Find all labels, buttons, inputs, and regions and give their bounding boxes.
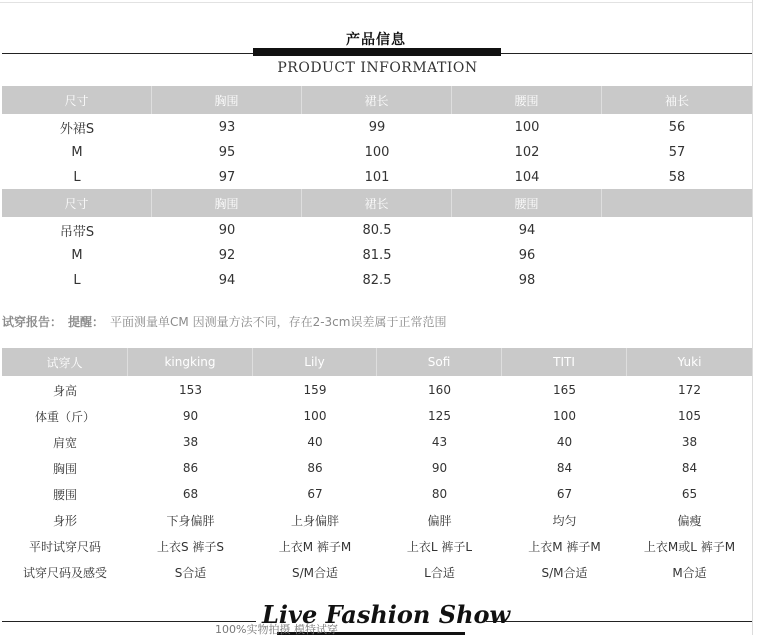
table-cell: 125 xyxy=(428,409,451,423)
table-cell: 67 xyxy=(556,487,573,501)
table-cell: 上衣M或L 裤子M xyxy=(643,539,736,554)
table-cell: 94 xyxy=(218,273,236,288)
table-row xyxy=(2,481,752,507)
footer-title: Live Fashion Show xyxy=(262,600,511,629)
table-row xyxy=(2,140,752,165)
table-cell: 105 xyxy=(678,409,701,423)
fitting-note xyxy=(2,313,446,330)
table-cell: 100 xyxy=(364,145,390,160)
footer-divider-left xyxy=(2,621,256,622)
table-cell: 上身偏胖 xyxy=(290,513,339,528)
table-cell: 101 xyxy=(364,170,390,185)
table-cell: 102 xyxy=(514,145,540,160)
table-cell: 99 xyxy=(368,120,386,135)
table-cell: 上衣M 裤子M xyxy=(278,539,352,554)
table-cell: 172 xyxy=(678,383,701,397)
table-cell: 84 xyxy=(681,461,698,475)
table-cell: 65 xyxy=(681,487,698,501)
table-cell: S合适 xyxy=(174,565,207,580)
header-cell: Sofi xyxy=(377,348,502,376)
header-cell: kingking xyxy=(128,348,253,376)
table-cell: 159 xyxy=(303,383,327,397)
section-divider-accent xyxy=(253,48,501,56)
table-cell: 81.5 xyxy=(362,248,392,263)
row-label: 身高 xyxy=(52,383,77,398)
footer-cut-text xyxy=(215,623,365,636)
table-cell: 43 xyxy=(431,435,448,449)
header-cell: 腰围 xyxy=(452,189,602,217)
table-cell: 92 xyxy=(218,248,236,263)
table-cell: 90 xyxy=(431,461,448,475)
size-label: L xyxy=(73,273,81,288)
table-cell: 偏胖 xyxy=(427,513,452,528)
size-label: 吊带S xyxy=(59,225,95,240)
table-cell: 80.5 xyxy=(362,223,392,238)
header-cell: 胸围 xyxy=(152,189,302,217)
table-cell: 160 xyxy=(428,383,451,397)
section-subtitle: PRODUCT INFORMATION xyxy=(277,60,478,76)
header-cell: TITI xyxy=(502,348,627,376)
table-cell: 下身偏胖 xyxy=(166,513,215,528)
row-label: 胸围 xyxy=(52,461,77,476)
table-cell: 82.5 xyxy=(362,273,392,288)
table-row xyxy=(2,533,752,559)
table-cell: 57 xyxy=(668,145,686,160)
table-cell: 67 xyxy=(307,487,323,501)
row-label: 试穿尺码及感受 xyxy=(22,565,107,580)
table-cell: L合适 xyxy=(424,565,455,580)
table-row xyxy=(2,165,752,190)
header-cell: 袖长 xyxy=(664,93,689,108)
table-cell: 97 xyxy=(218,170,236,185)
table-row xyxy=(2,455,752,481)
table-cell: 38 xyxy=(681,435,698,449)
table-row xyxy=(2,218,752,243)
header-cell-empty xyxy=(602,189,752,217)
table-row xyxy=(2,115,752,140)
table-row xyxy=(2,243,752,268)
size-label: M xyxy=(71,145,83,160)
table-cell: 86 xyxy=(182,461,199,475)
table-cell: 104 xyxy=(514,170,540,185)
header-cell: Lily xyxy=(253,348,377,376)
header-cell: Yuki xyxy=(677,355,702,369)
footer-divider-right xyxy=(486,621,752,622)
table-cell: 56 xyxy=(668,120,686,135)
row-label: 身形 xyxy=(52,513,77,528)
table-cell: 90 xyxy=(218,223,236,238)
table-cell: 上衣M 裤子M xyxy=(528,539,601,554)
row-label: 体重（斤） xyxy=(34,409,95,424)
header-cell: 裙长 xyxy=(302,86,452,114)
table-row xyxy=(2,268,752,293)
table-row xyxy=(2,403,752,429)
table-cell: S/M合适 xyxy=(291,565,338,580)
table-cell: 偏瘦 xyxy=(677,513,702,528)
table-cell: 均匀 xyxy=(552,513,577,528)
table-cell: 90 xyxy=(182,409,199,423)
row-label: 腰围 xyxy=(52,487,77,502)
table-cell: 38 xyxy=(182,435,199,449)
header-cell: 腰围 xyxy=(452,86,602,114)
table-row xyxy=(2,507,752,533)
table-cell: 40 xyxy=(307,435,323,449)
table-cell: 93 xyxy=(218,120,236,135)
table-cell: 68 xyxy=(182,487,199,501)
table-row xyxy=(2,429,752,455)
table-cell: 100 xyxy=(553,409,576,423)
table-cell: S/M合适 xyxy=(541,565,588,580)
size-label: 外裙S xyxy=(59,122,95,137)
top-rule xyxy=(0,2,752,3)
table-cell: 上衣S 裤子S xyxy=(156,539,225,554)
table-cell: 100 xyxy=(514,120,540,135)
section-title: 产品信息 xyxy=(346,32,406,48)
table-cell: 96 xyxy=(518,248,536,263)
header-cell: 试穿人 xyxy=(2,348,128,376)
table-cell: 100 xyxy=(303,409,327,423)
table-cell: 80 xyxy=(431,487,448,501)
table-cell: 165 xyxy=(553,383,576,397)
header-cell: 裙长 xyxy=(302,189,452,217)
footer-cut-label: 100%实物拍摄 模特试穿 xyxy=(215,623,338,636)
note-tip: 提醒： xyxy=(68,315,105,329)
table-cell: 40 xyxy=(556,435,573,449)
table-cell: 94 xyxy=(518,223,536,238)
table-cell: 98 xyxy=(518,273,536,288)
header-cell: 尺寸 xyxy=(2,189,152,217)
row-label: 平时试穿尺码 xyxy=(28,539,101,554)
table-cell: 58 xyxy=(668,170,686,185)
note-text: 平面测量单CM 因测量方法不同，存在2-3cm误差属于正常范围 xyxy=(110,315,447,329)
size-label: M xyxy=(71,248,83,263)
table-cell: 95 xyxy=(218,145,236,160)
page-border xyxy=(752,0,753,635)
fitting-header xyxy=(2,348,752,376)
note-label: 试穿报告： xyxy=(2,315,63,329)
table-cell: 86 xyxy=(307,461,323,475)
row-label: 肩宽 xyxy=(52,435,77,450)
table-cell: M合适 xyxy=(672,565,707,580)
strap-size-header xyxy=(2,189,752,217)
table-cell: 上衣L 裤子L xyxy=(406,539,473,554)
header-cell: 尺寸 xyxy=(2,86,152,114)
table-row xyxy=(2,559,752,585)
table-row xyxy=(2,377,752,403)
header-cell: 胸围 xyxy=(152,86,302,114)
size-label: L xyxy=(73,170,81,185)
table-cell: 153 xyxy=(179,383,202,397)
coat-size-header xyxy=(2,86,752,114)
table-cell: 84 xyxy=(556,461,573,475)
